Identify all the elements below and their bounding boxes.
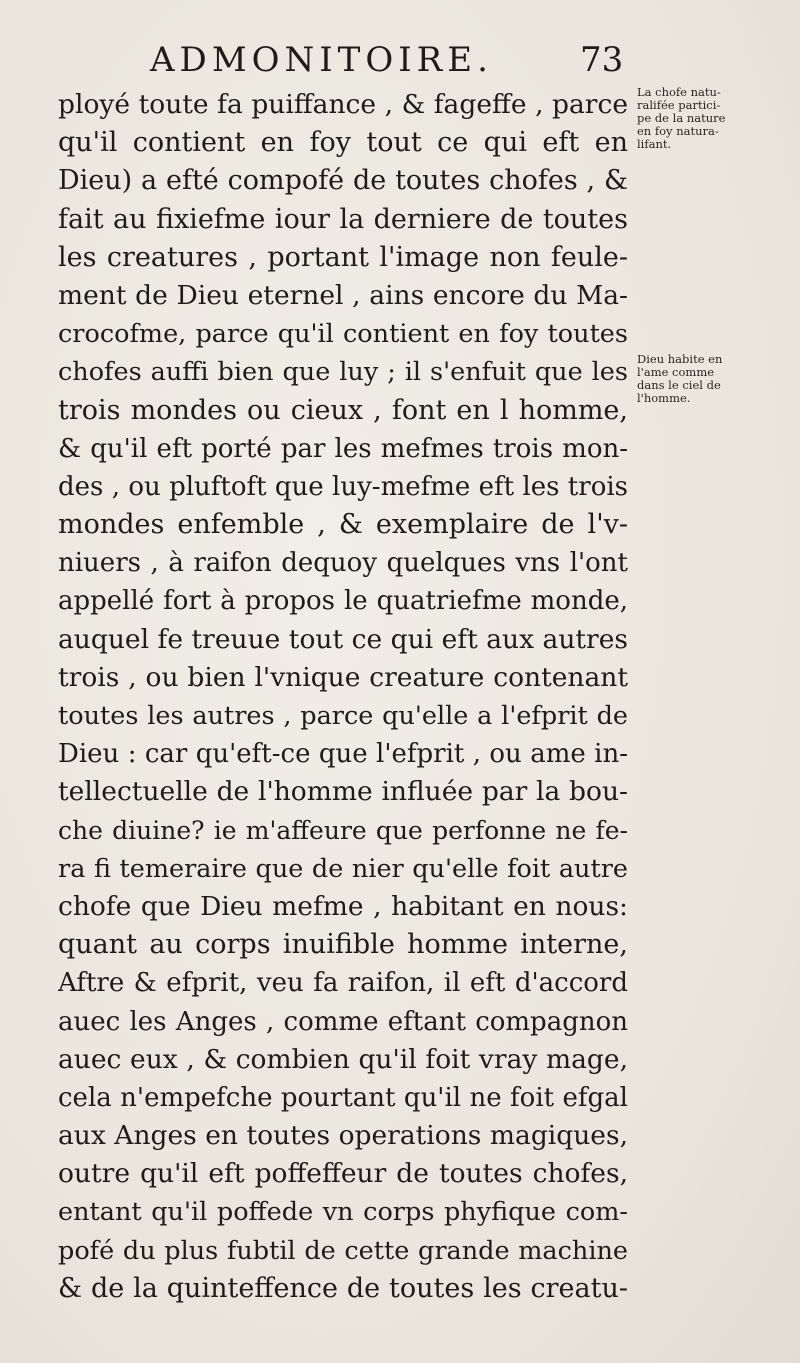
margin-note-line: Dieu habite en xyxy=(637,352,723,366)
text-line: cela n'empefche pourtant qu'il ne foit efgal xyxy=(58,1082,628,1113)
margin-note-line: en foy natura- xyxy=(637,124,719,138)
text-line: les creatures , portant l'image non feule- xyxy=(58,241,628,273)
text-line: mondes enfemble , & exemplaire de l'v- xyxy=(58,509,628,541)
running-title: ADMONITOIRE. xyxy=(150,40,493,80)
body-text xyxy=(58,86,628,1308)
text-line: auec les Anges , comme eftant compagnon xyxy=(58,1006,628,1037)
text-line: qu'il contient en foy tout ce qui eft en xyxy=(58,127,628,159)
text-line: & qu'il eft porté par les mefmes trois mon- xyxy=(58,433,628,464)
text-line: pofé du plus fubtil de cette grande machine xyxy=(58,1235,628,1266)
text-line: appellé fort à propos le quatriefme monde, xyxy=(58,586,628,617)
text-line: quant au corps inuifible homme interne, xyxy=(58,929,628,961)
margin-note-line: La chofe natu- xyxy=(637,85,721,99)
margin-note-line: dans le ciel de xyxy=(637,378,721,392)
text-line: che diuine? ie m'affeure que perfonne ne fe- xyxy=(58,815,628,845)
page-number: 73 xyxy=(580,40,624,80)
margin-note-line: l'homme. xyxy=(637,391,691,405)
text-line: chofe que Dieu mefme , habitant en nous: xyxy=(58,890,628,922)
margin-note xyxy=(637,353,787,405)
text-line: & de la quinteffence de toutes les creatu- xyxy=(58,1272,628,1304)
text-line: tellectuelle de l'homme influée par la bou- xyxy=(58,776,628,808)
text-line: trois mondes ou cieux , font en l homme, xyxy=(58,394,628,426)
text-line: outre qu'il eft poffeffeur de toutes chofes, xyxy=(58,1158,628,1190)
text-line: Dieu : car qu'eft-ce que l'efprit , ou ame in- xyxy=(58,739,628,770)
text-line: ra fi temeraire que de nier qu'elle foit autre xyxy=(58,853,628,884)
margin-note-line: l'ame comme xyxy=(637,365,715,379)
margin-note xyxy=(637,86,787,151)
running-header xyxy=(150,38,650,82)
text-line: ment de Dieu eternel , ains encore du Ma- xyxy=(58,279,628,311)
text-line: fait au fixiefme iour la derniere de toutes xyxy=(58,203,628,235)
text-line: niuers , à raifon dequoy quelques vns l'ont xyxy=(58,548,628,579)
margin-note-line: pe de la nature xyxy=(637,111,726,125)
text-line: auquel fe treuue tout ce qui eft aux autres xyxy=(58,623,628,655)
text-line: trois , ou bien l'vnique creature contenant xyxy=(58,661,628,693)
text-line: Dieu) a efté compofé de toutes chofes , & xyxy=(58,165,628,197)
text-line: chofes auffi bien que luy ; il s'enfuit que les xyxy=(58,357,628,388)
text-line: Aftre & efprit, veu fa raifon, il eft d'accord xyxy=(58,968,628,999)
text-line: entant qu'il poffede vn corps phyfique com- xyxy=(58,1197,628,1228)
text-line: aux Anges en toutes operations magiques, xyxy=(58,1120,628,1152)
text-line: ployé toute fa puiffance , & fageffe , parce xyxy=(58,89,628,120)
text-line: crocofme, parce qu'il contient en foy toutes xyxy=(58,319,628,350)
text-line: toutes les autres , parce qu'elle a l'efprit de xyxy=(58,701,628,731)
margin-note-line: lifant. xyxy=(637,137,672,151)
margin-note-line: ralifée partici- xyxy=(637,98,721,112)
text-line: auec eux , & combien qu'il foit vray mage, xyxy=(58,1043,628,1075)
text-line: des , ou pluftoft que luy-mefme eft les trois xyxy=(58,471,628,502)
